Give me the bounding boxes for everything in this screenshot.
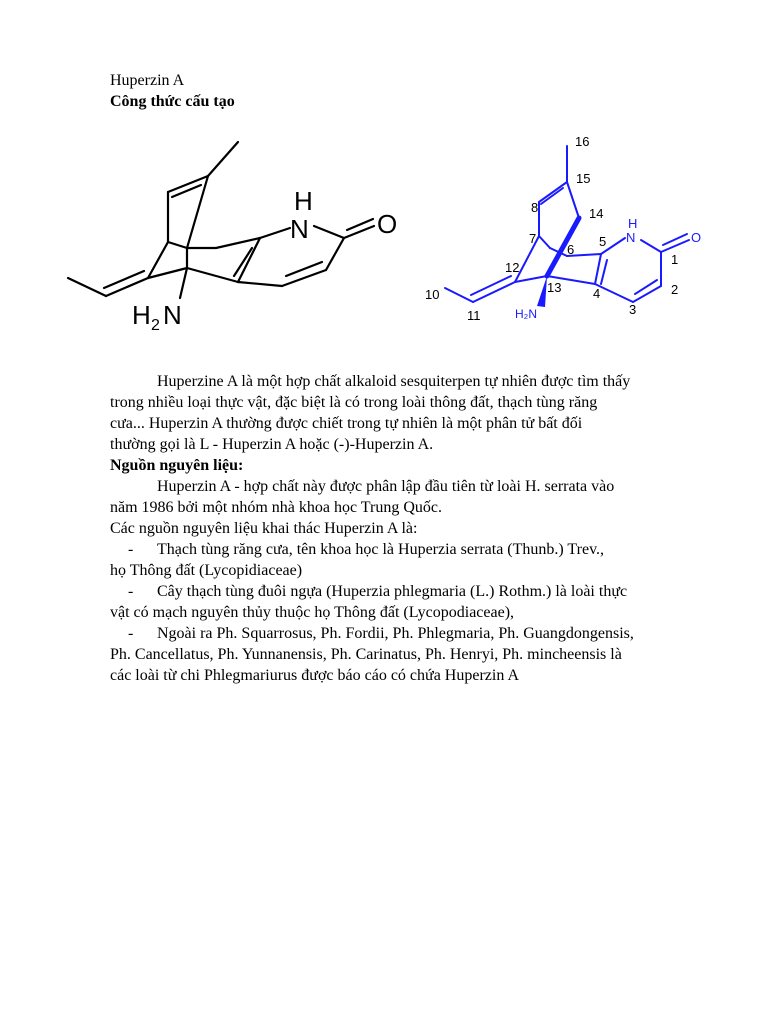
source-line-1: Huperzin A - hợp chất này được phân lập đầu tiên từ loài H. serrata vào [157, 478, 615, 495]
nh-h-label: H [294, 186, 313, 216]
atom-label-12: 12 [505, 260, 520, 275]
structure-heading: Công thức cấu tạo [110, 93, 235, 110]
source-line-3: Các nguồn nguyên liệu khai thác Huperzin A là: [110, 520, 418, 537]
atom-label-16: 16 [575, 134, 590, 149]
bullet-2-rest: vật có mạch nguyên thủy thuộc họ Thông đất (Lycopodiaceae), [110, 604, 515, 621]
bullet-3-rest: Ph. Cancellatus, Ph. Yunnanensis, Ph. Carinatus, Ph. Henryi, Ph. mincheensis là [110, 646, 622, 663]
source-heading: Nguồn nguyên liệu: [110, 457, 244, 474]
atom-label-5: 5 [599, 234, 607, 249]
atom-label-15: 15 [576, 171, 591, 186]
bullet-3-first: Ngoài ra Ph. Squarrosus, Ph. Fordii, Ph. Phlegmaria, Ph. Guangdongensis, [157, 625, 634, 642]
huperzine-structure-black [60, 130, 410, 340]
atom-label-3: 3 [629, 302, 637, 317]
intro-line-2: trong nhiều loại thực vật, đặc biệt là có trong loài thông đất, thạch tùng răng [110, 394, 598, 411]
bullet-1-rest: họ Thông đất (Lycopidiaceae) [110, 562, 303, 579]
source-line-2: năm 1986 bởi một nhóm nhà khoa học Trung Quốc. [110, 499, 442, 516]
amine-subscript: 2 [151, 317, 160, 334]
atom-label-10: 10 [425, 287, 440, 302]
bullet-2-first: Cây thạch tùng đuôi ngựa (Huperzia phlegmaria (L.) Rothm.) là loài thực [157, 583, 628, 600]
huperzine-structure-numbered [415, 130, 715, 330]
atom-label-2: 2 [671, 282, 679, 297]
carbonyl-o-label: O [377, 209, 398, 239]
atom-label-4: 4 [593, 286, 601, 301]
atom-label-11: 11 [467, 308, 481, 323]
bullet-1-first: Thạch tùng răng cưa, tên khoa học là Huperzia serrata (Thunb.) Trev., [157, 541, 605, 558]
atom-label-13: 13 [547, 280, 562, 295]
bullet-marker-1: - [128, 541, 134, 558]
intro-line-4: thường gọi là L - Huperzin A hoặc (-)-Huperzin A. [110, 436, 434, 453]
bullet-marker-3: - [128, 625, 134, 642]
atom-label-14: 14 [589, 206, 604, 221]
atom-label-7: 7 [529, 231, 537, 246]
intro-line-3: cưa... Huperzin A thường được chiết trong tự nhiên là một phân tử bất đối [110, 415, 583, 432]
atom-label-n: N [626, 230, 636, 245]
atom-label-8: 8 [531, 200, 539, 215]
atom-label-6: 6 [567, 242, 575, 257]
atom-label-o: O [691, 230, 702, 245]
bullet-marker-2: - [128, 583, 134, 600]
atom-label-nh2: H₂N [515, 307, 537, 321]
document-title: Huperzin A [110, 72, 185, 89]
intro-line-1: Huperzine A là một hợp chất alkaloid sesquiterpen tự nhiên được tìm thấy [157, 373, 631, 390]
amine-h-label: H [132, 300, 151, 330]
atom-label-h: H [628, 216, 638, 231]
bullet-3-rest2: các loài từ chi Phlegmariurus được báo cáo có chứa Huperzin A [110, 667, 519, 684]
nh-n-label: N [290, 214, 309, 244]
amine-n-label: N [163, 300, 182, 330]
atom-label-1: 1 [671, 252, 679, 267]
